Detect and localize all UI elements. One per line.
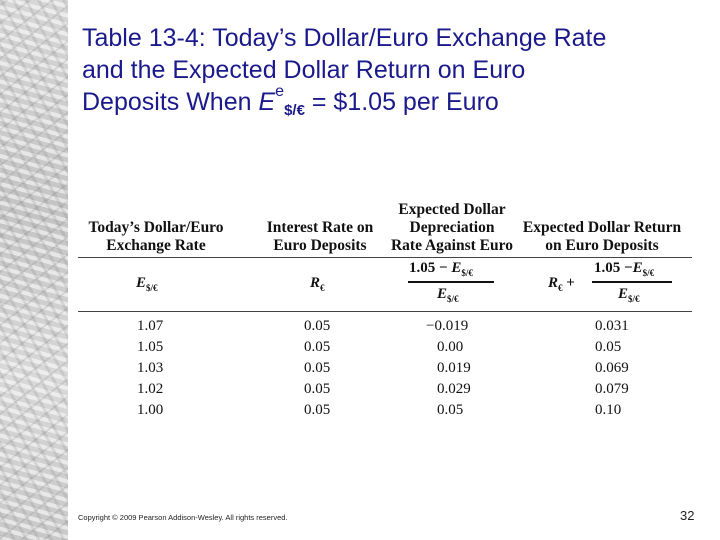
marble-side-strip: [0, 0, 68, 540]
return-fraction-bar: [592, 281, 672, 283]
header-depreciation-rate: [382, 201, 522, 255]
title-e-symbol: E: [258, 88, 276, 116]
column-interest-rate: [304, 316, 330, 421]
header-text: Expected Dollar Return: [522, 219, 682, 236]
title-line-3: [82, 83, 702, 122]
header-text: on Euro Deposits: [545, 237, 659, 254]
table-cell: 0.05: [304, 402, 331, 418]
header-expected-return: [512, 219, 692, 255]
table-cell: 0.029: [437, 381, 471, 397]
table-cell: 0.05: [304, 318, 331, 334]
table-cell: 0.00: [437, 339, 464, 355]
slide-title: [82, 22, 702, 122]
table-cell: 0.069: [595, 360, 629, 376]
title-line-3-prefix: Deposits When: [82, 88, 259, 116]
return-denominator: $E_{\$/€}$: [618, 286, 640, 304]
column-expected-return: [595, 316, 629, 421]
header-exchange-rate: [78, 219, 234, 255]
header-text: Expected Dollar: [398, 201, 506, 218]
table-cell: 0.079: [595, 381, 629, 397]
table-cell: 0.05: [595, 339, 622, 355]
return-numerator: $1.05 -E_{\$/€}$: [594, 260, 655, 278]
table-cell: 0.10: [595, 402, 622, 418]
table-cell: 0.05: [437, 402, 464, 418]
symbol-return-r: $R_€$ +: [548, 275, 575, 293]
symbol-exchange-rate: $E_{\$/€}$: [136, 275, 158, 293]
header-rule-top: [78, 257, 692, 258]
table-cell: 0.05: [304, 339, 331, 355]
table-cell: 1.07: [137, 318, 164, 334]
column-exchange-rate: [137, 316, 163, 421]
title-line-3-suffix: = $1.05 per Euro: [304, 88, 499, 116]
copyright-footer: Copyright © 2009 Pearson Addison-Wesley. All rights reserved.: [78, 513, 288, 522]
table-cell: 1.05: [137, 339, 164, 355]
table-cell: 1.03: [137, 360, 164, 376]
header-text: Euro Deposits: [273, 237, 367, 254]
header-text: Exchange Rate: [106, 237, 206, 254]
table-cell: 1.00: [137, 402, 164, 418]
page-number: 32: [680, 508, 695, 523]
header-rule-bottom: [78, 311, 692, 312]
title-e-superscript: e: [275, 83, 285, 100]
table-cell: 0.05: [304, 381, 331, 397]
table-cell: 0.031: [595, 318, 629, 334]
header-text: Rate Against Euro: [390, 237, 513, 254]
title-line-1: Table 13-4: Today’s Dollar/Euro Exchange Rate: [82, 24, 607, 52]
header-text: Depreciation: [409, 219, 495, 236]
title-e-subscript: $/€: [284, 102, 305, 119]
header-text: Interest Rate on: [266, 219, 374, 236]
header-text: Today’s Dollar/Euro: [88, 219, 224, 236]
symbol-interest-rate: $R_€$: [310, 275, 325, 293]
depreciation-numerator: $1.05 - E_{\$/€}$: [409, 260, 473, 278]
depreciation-denominator: $E_{\$/€}$: [437, 286, 459, 304]
column-depreciation-rate: [426, 316, 471, 421]
title-line-2: and the Expected Dollar Return on Euro: [82, 56, 526, 84]
header-interest-rate: [250, 219, 390, 255]
table-cell: −0.019: [426, 318, 469, 334]
table-cell: 1.02: [137, 381, 164, 397]
table-cell: 0.05: [304, 360, 331, 376]
depreciation-fraction-bar: [408, 281, 494, 283]
table-cell: 0.019: [437, 360, 471, 376]
